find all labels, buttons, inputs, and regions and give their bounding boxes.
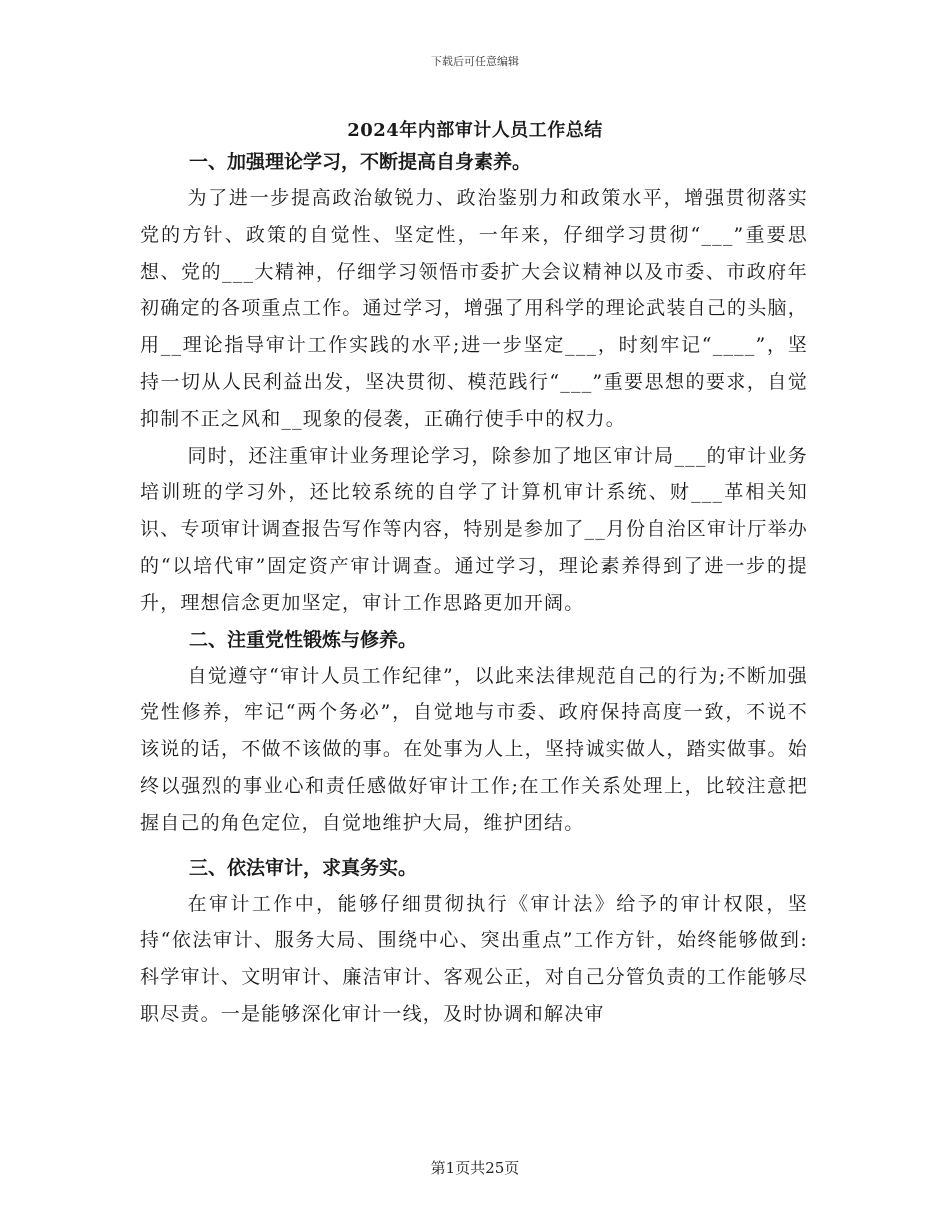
section-heading-3: 三、依法审计，求真务实。	[189, 856, 418, 879]
section-gap	[140, 842, 808, 850]
page-number-footer: 第1页共25页	[430, 1159, 520, 1177]
paragraph-3-1: 在审计工作中，能够仔细贯彻执行《审计法》给予的审计权限，坚持“依法审计、服务大局、围绕中心、突出重点”工作方针，始终能够做到:科学审计、文明审计、廉洁审计、客观公正，对自己分管负责的工作能够尽职尽责。一是能够深化审计一线，及时协调和解决审	[140, 892, 808, 1025]
document-body	[140, 144, 808, 1033]
paragraph-2-1: 自觉遵守“审计人员工作纪律”，以此来法律规范自己的行为;不断加强党性修养，牢记“两个务必”，自觉地与市委、政府保持高度一致，不说不该说的话，不做不该做的事。在处事为人上，坚持诚实做人，踏实做事。始终以强烈的事业心和责任感做好审计工作;在工作关系处理上，比较注意把握自己的角色定位，自觉地维护大局，维护团结。	[140, 664, 808, 834]
section-heading-2: 二、注重党性锻炼与修养。	[189, 628, 418, 651]
paragraph-1-1: 为了进一步提高政治敏锐力、政治鉴别力和政策水平，增强贯彻落实党的方针、政策的自觉性、坚定性，一年来，仔细学习贯彻“___”重要思想、党的___大精神，仔细学习领悟市委扩大会议精神以及市委、市政府年初确定的各项重点工作。通过学习，增强了用科学的理论武装自己的头脑，用__理论指导审计工作实践的水平;进一步坚定___，时刻牢记“____”，坚持一切从人民利益出发，坚决贯彻、模范践行“___”重要思想的要求，自觉抑制不正之风和__现象的侵袭，正确行使手中的权力。	[140, 187, 808, 430]
paragraph-1-2: 同时，还注重审计业务理论学习，除参加了地区审计局___的审计业务培训班的学习外，还比较系统的自学了计算机审计系统、财___革相关知识、专项审计调查报告写作等内容，特别是参加了__月份自治区审计厅举办的“以培代审”固定资产审计调查。通过学习，理论素养得到了进一步的提升，理想信念更加坚定，审计工作思路更加开阔。	[140, 444, 808, 614]
section-heading-1: 一、加强理论学习，不断提高自身素养。	[189, 151, 532, 173]
header-note: 下载后可任意编辑	[431, 55, 519, 68]
document-title: 2024年内部审计人员工作总结	[347, 120, 603, 141]
